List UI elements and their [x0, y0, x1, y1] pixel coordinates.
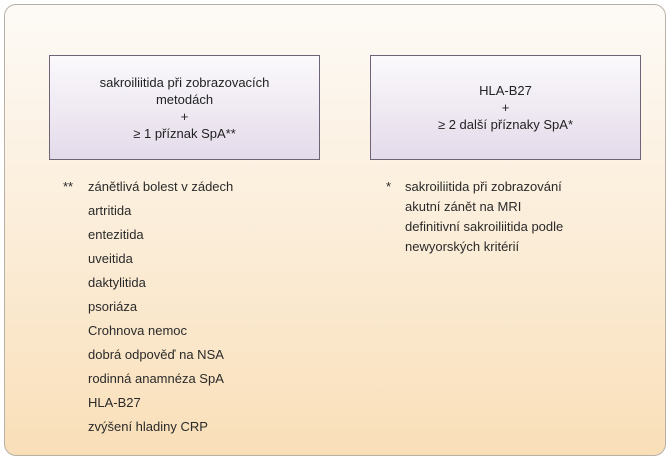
list-item: psoriáza — [88, 299, 138, 314]
imaging-arm-plus: + — [180, 108, 189, 124]
list-item: newyorských kritérií — [405, 239, 520, 254]
list-item: daktylitida — [88, 275, 146, 290]
clinical-arm-plus: + — [501, 100, 510, 115]
list-item: zánětlivá bolest v zádech — [88, 179, 234, 194]
list-item: Crohnova nemoc — [88, 323, 187, 338]
list-item: uveitida — [88, 251, 133, 266]
list-item: definitivní sakroiliitida podle — [405, 219, 564, 234]
list-item: artritida — [88, 203, 132, 218]
imaging-arm-line-4: ≥ 1 příznak SpA** — [133, 125, 236, 141]
left-list-marker: ** — [63, 179, 74, 194]
list-item: rodinná anamnéza SpA — [88, 371, 224, 386]
criteria-panel — [4, 4, 666, 456]
list-item: dobrá odpověď na NSA — [88, 347, 224, 362]
spa-features-list — [88, 178, 233, 442]
list-item: entezitida — [88, 227, 144, 242]
list-item: HLA-B27 — [88, 395, 141, 410]
imaging-arm-box — [49, 55, 320, 160]
clinical-arm-line-1: HLA-B27 — [479, 83, 532, 98]
imaging-arm-line-1: sakroiliitida při zobrazovacích — [99, 74, 270, 90]
list-item: zvýšení hladiny CRP — [88, 419, 208, 434]
imaging-arm-line-2: metodách — [155, 91, 214, 107]
imaging-findings-list — [405, 178, 563, 258]
list-item: sakroiliitida při zobrazování — [405, 179, 562, 194]
clinical-arm-box — [370, 55, 641, 160]
clinical-arm-line-3: ≥ 2 další příznaky SpA* — [437, 117, 574, 132]
list-item: akutní zánět na MRI — [405, 199, 522, 214]
right-list-marker: * — [386, 179, 392, 194]
